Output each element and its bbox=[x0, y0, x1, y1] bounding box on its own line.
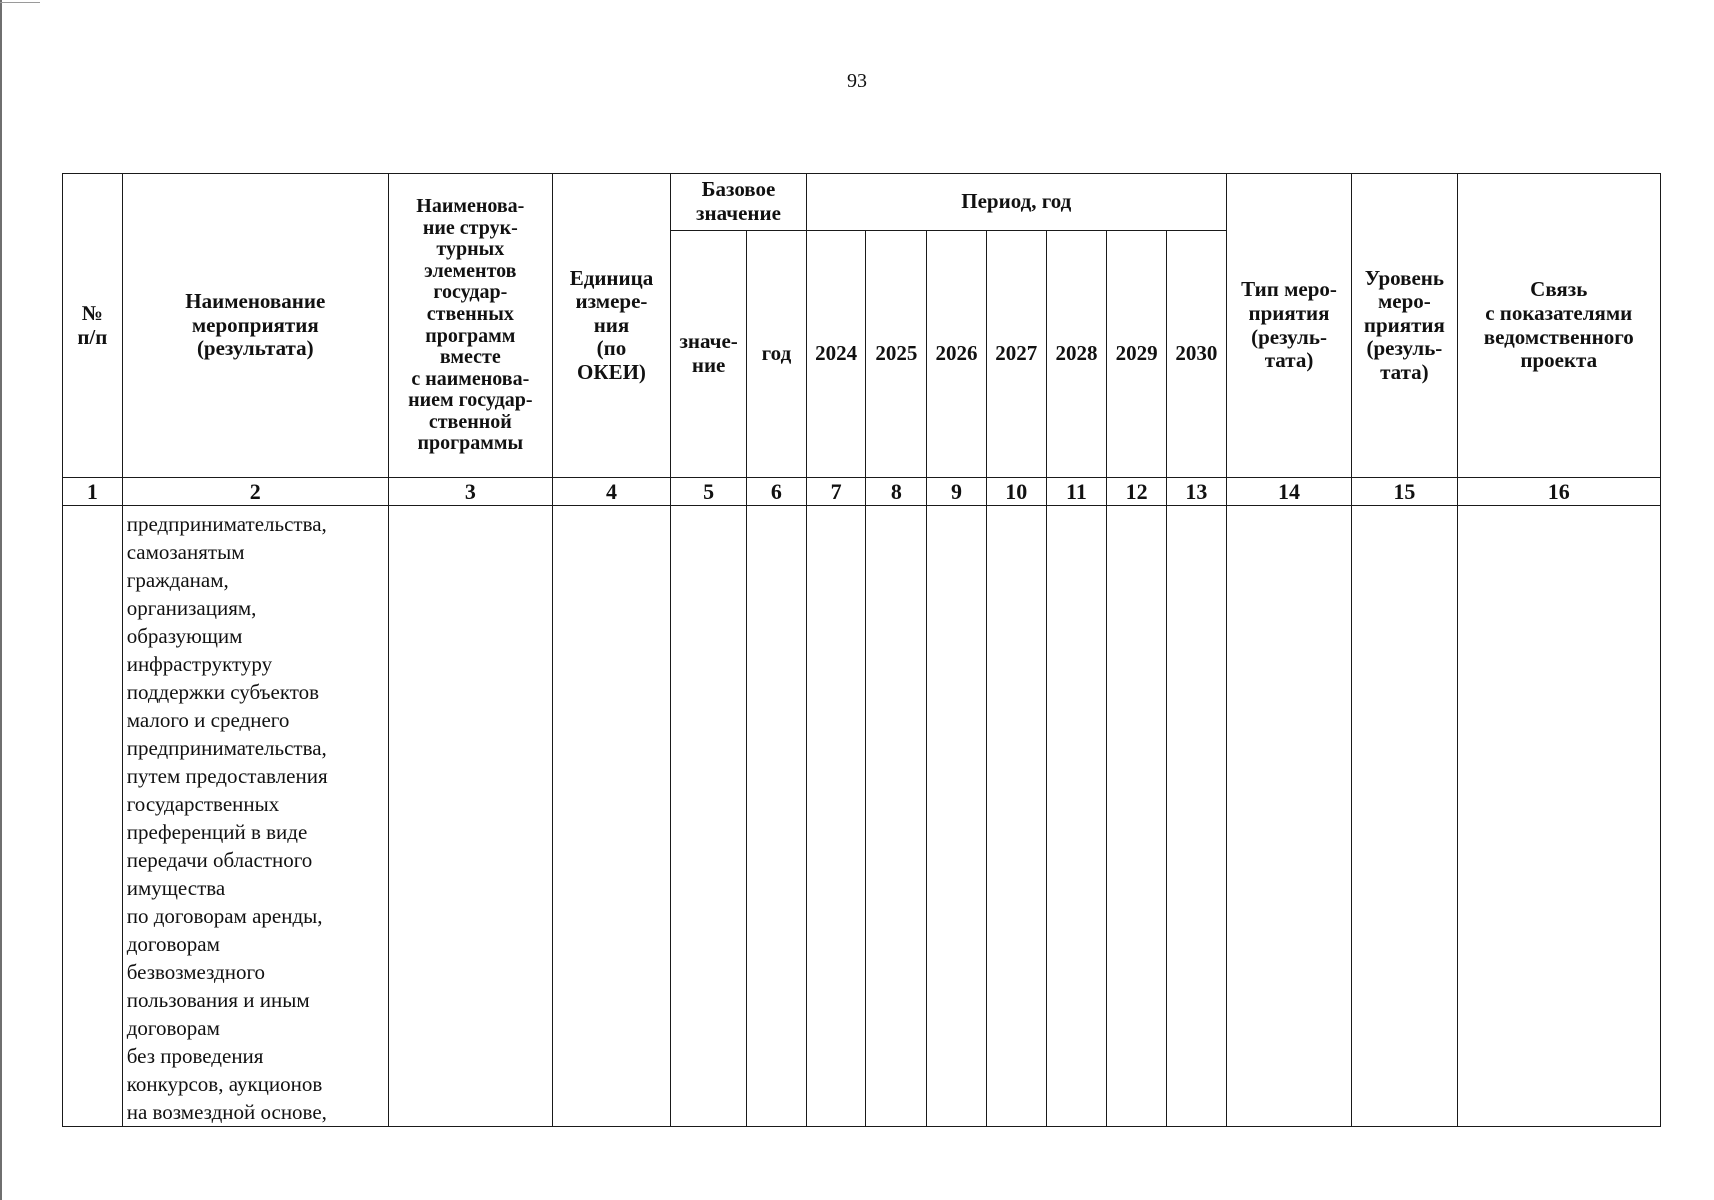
description-line: на возмездной основе, bbox=[126, 1100, 327, 1124]
scan-edge bbox=[0, 0, 2, 1200]
row-level-cell bbox=[1352, 506, 1457, 1127]
description-line: инфраструктуру bbox=[126, 652, 273, 676]
row-num-cell bbox=[63, 506, 123, 1127]
description-line: безвозмездного bbox=[126, 960, 266, 984]
row-year-2029-cell bbox=[1107, 506, 1167, 1127]
header-year-2024: 2024 bbox=[806, 231, 866, 478]
column-number: 2 bbox=[122, 478, 388, 506]
description-line: предпринимательства, bbox=[126, 736, 327, 760]
description-line: по договорам аренды, bbox=[126, 904, 323, 928]
header-structural-elements: Наименова- ние струк- турных элементов государ- ственных программ вместе с наименова- нием государ- ственной программы bbox=[388, 174, 552, 478]
row-year-2025-cell bbox=[866, 506, 927, 1127]
description-line: малого и среднего bbox=[126, 708, 290, 732]
description-line: образующим bbox=[126, 624, 243, 648]
description-line: предпринимательства, bbox=[126, 512, 327, 536]
row-link-cell bbox=[1457, 506, 1661, 1127]
description-line: без проведения bbox=[126, 1044, 264, 1068]
header-level: Уровень меро- приятия (резуль- тата) bbox=[1352, 174, 1457, 478]
description-line: пользования и иным bbox=[126, 988, 310, 1012]
header-link: Связь с показателями ведомственного проекта bbox=[1457, 174, 1661, 478]
header-year-2030: 2030 bbox=[1167, 231, 1227, 478]
column-number: 11 bbox=[1046, 478, 1107, 506]
header-num: № п/п bbox=[63, 174, 123, 478]
column-number: 13 bbox=[1167, 478, 1227, 506]
column-number: 7 bbox=[806, 478, 866, 506]
description-line: государственных bbox=[126, 792, 280, 816]
description-line: преференций в виде bbox=[126, 820, 308, 844]
header-year-2028: 2028 bbox=[1046, 231, 1107, 478]
column-number: 4 bbox=[552, 478, 670, 506]
column-number: 15 bbox=[1352, 478, 1457, 506]
header-base-value-value: значе- ние bbox=[671, 231, 747, 478]
column-number: 8 bbox=[866, 478, 927, 506]
header-year-2025: 2025 bbox=[866, 231, 927, 478]
row-description-cell bbox=[122, 506, 388, 1127]
header-base-value: Базовое значение bbox=[671, 174, 807, 231]
description-line: договорам bbox=[126, 1016, 220, 1040]
row-structural-cell bbox=[388, 506, 552, 1127]
description-line: поддержки субъектов bbox=[126, 680, 320, 704]
column-number: 12 bbox=[1107, 478, 1167, 506]
header-name: Наименование мероприятия (результата) bbox=[122, 174, 388, 478]
row-year-2030-cell bbox=[1167, 506, 1227, 1127]
header-unit: Единица измере- ния (по ОКЕИ) bbox=[552, 174, 670, 478]
column-number: 14 bbox=[1226, 478, 1351, 506]
column-number: 16 bbox=[1457, 478, 1661, 506]
header-year-2027: 2027 bbox=[986, 231, 1046, 478]
row-year-2028-cell bbox=[1046, 506, 1107, 1127]
row-base-value-cell bbox=[671, 506, 747, 1127]
description-line: организациям, bbox=[126, 596, 257, 620]
header-period: Период, год bbox=[806, 174, 1226, 231]
description-line: передачи областного bbox=[126, 848, 313, 872]
header-base-value-year: год bbox=[747, 231, 807, 478]
column-number-row bbox=[63, 478, 1661, 506]
row-year-2026-cell bbox=[927, 506, 987, 1127]
column-number: 6 bbox=[747, 478, 807, 506]
description-line: самозанятым bbox=[126, 540, 245, 564]
column-number: 5 bbox=[671, 478, 747, 506]
description-line: гражданам, bbox=[126, 568, 229, 592]
scan-top-mark bbox=[0, 2, 40, 3]
column-number: 9 bbox=[927, 478, 987, 506]
measures-table bbox=[62, 173, 1661, 1127]
header-year-2026: 2026 bbox=[927, 231, 987, 478]
header-row-top bbox=[63, 174, 1661, 231]
column-number: 10 bbox=[986, 478, 1046, 506]
header-year-2029: 2029 bbox=[1107, 231, 1167, 478]
description-line: договорам bbox=[126, 932, 220, 956]
description-line: имущества bbox=[126, 876, 226, 900]
row-type-cell bbox=[1226, 506, 1351, 1127]
description-line: конкурсов, аукционов bbox=[126, 1072, 323, 1096]
header-type: Тип меро- приятия (резуль- тата) bbox=[1226, 174, 1351, 478]
description-line: путем предоставления bbox=[126, 764, 328, 788]
column-number: 1 bbox=[63, 478, 123, 506]
row-base-year-cell bbox=[747, 506, 807, 1127]
table-row bbox=[63, 506, 1661, 1127]
row-year-2027-cell bbox=[986, 506, 1046, 1127]
row-unit-cell bbox=[552, 506, 670, 1127]
column-number: 3 bbox=[388, 478, 552, 506]
row-year-2024-cell bbox=[806, 506, 866, 1127]
page-number: 93 bbox=[847, 70, 867, 92]
